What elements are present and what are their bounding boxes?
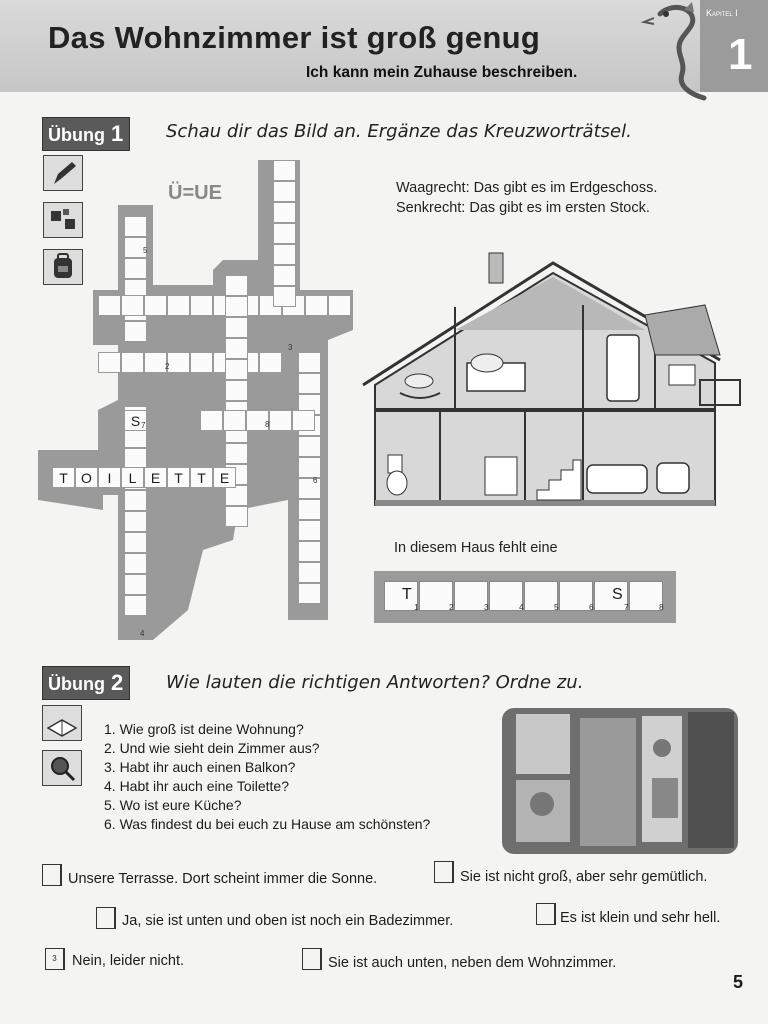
crossword-cell[interactable] <box>98 295 121 316</box>
crossword-cell[interactable] <box>190 352 213 373</box>
crossword-cell[interactable] <box>144 295 167 316</box>
crossword-cell[interactable] <box>273 265 296 286</box>
book-icon <box>42 705 82 741</box>
question: 2. Und wie sieht dein Zimmer aus? <box>104 740 320 756</box>
question: 4. Habt ihr auch eine Toilette? <box>104 778 289 794</box>
clue-number: 4 <box>140 629 145 638</box>
answer-box-number: 6 <box>589 602 594 612</box>
crossword-cell[interactable] <box>124 595 147 616</box>
clue-number: 8 <box>265 420 270 429</box>
clue-number: 2 <box>165 362 170 371</box>
answer-box[interactable] <box>454 581 488 611</box>
crossword-cell[interactable] <box>167 352 190 373</box>
clue-number: 6 <box>313 476 318 485</box>
answer-checkbox[interactable] <box>536 903 556 925</box>
crossword-cell[interactable] <box>124 532 147 553</box>
umlaut-hint: Ü=UE <box>168 182 222 204</box>
answer-text: Es ist klein und sehr hell. <box>560 910 721 926</box>
answer-text: Sie ist nicht groß, aber sehr gemütlich. <box>460 869 708 885</box>
crossword-cell[interactable] <box>225 359 248 380</box>
crossword-cell[interactable] <box>225 485 248 506</box>
answer-checkbox[interactable]: 3 <box>45 948 65 970</box>
question: 6. Was findest du bei euch zu Hause am schönsten? <box>104 816 431 832</box>
room-photo <box>502 708 738 854</box>
answer-box-number: 7 <box>624 602 629 612</box>
crossword-cell[interactable] <box>298 583 321 604</box>
crossword-cell[interactable] <box>298 352 321 373</box>
crossword-letter-cell: S <box>124 410 147 431</box>
crossword-cell[interactable] <box>298 499 321 520</box>
answer-box[interactable] <box>384 581 418 611</box>
crossword-letter-cell: E <box>213 467 236 488</box>
crossword-cell[interactable] <box>200 410 223 431</box>
exercise-1-label: Übung 1 <box>42 117 130 151</box>
crossword-cell[interactable] <box>273 202 296 223</box>
answer-box[interactable] <box>419 581 453 611</box>
crossword-cell[interactable] <box>223 410 246 431</box>
crossword-cell[interactable] <box>298 436 321 457</box>
crossword-cell[interactable] <box>273 223 296 244</box>
crossword-letter-cell: T <box>167 467 190 488</box>
answer-checkbox[interactable] <box>96 907 116 929</box>
crossword-cell[interactable] <box>124 511 147 532</box>
crossword-letter-cell: E <box>144 467 167 488</box>
exercise-2-label: Übung 2 <box>42 666 130 700</box>
crossword-cell[interactable] <box>144 352 170 373</box>
answer-checkbox[interactable] <box>302 948 322 970</box>
crossword-letter-cell: T <box>52 467 75 488</box>
answer-box-number: 2 <box>449 602 454 612</box>
answer-checkbox[interactable] <box>434 861 454 883</box>
crossword-cell[interactable] <box>190 295 213 316</box>
answer-box[interactable] <box>524 581 558 611</box>
hint-across: Waagrecht: Das gibt es im Erdgeschoss. <box>396 180 658 196</box>
answer-box-number: 8 <box>659 602 664 612</box>
crossword-cell[interactable] <box>124 574 147 595</box>
exercise-2-instruction: Wie lauten die richtigen Antworten? Ordne zu. <box>166 672 584 693</box>
crossword-cell[interactable] <box>98 352 121 373</box>
crossword-cell[interactable] <box>298 541 321 562</box>
crossword-letter-cell: O <box>75 467 98 488</box>
crossword-cell[interactable] <box>124 490 147 511</box>
crossword-cell[interactable] <box>225 443 248 464</box>
answer-box[interactable] <box>489 581 523 611</box>
dragon-mascot-icon <box>640 2 730 102</box>
crossword-cell[interactable] <box>124 553 147 574</box>
crossword-cell[interactable] <box>124 448 147 469</box>
answer-text: Unsere Terrasse. Dort scheint immer die Sonne. <box>68 871 378 887</box>
answer-letter: S <box>612 586 623 603</box>
page-subtitle: Ich kann mein Zuhause beschreiben. <box>306 64 578 81</box>
crossword-cell[interactable] <box>259 352 282 373</box>
answer-box[interactable] <box>559 581 593 611</box>
page-number: 5 <box>733 972 744 992</box>
crossword-cell[interactable] <box>124 216 147 237</box>
crossword-cell[interactable] <box>298 373 321 394</box>
crossword-cell[interactable] <box>225 506 248 527</box>
answer-box-number: 5 <box>554 602 559 612</box>
answer-text: Sie ist auch unten, neben dem Wohnzimmer. <box>328 955 617 971</box>
answer-text: Ja, sie ist unten und oben ist noch ein Badezimmer. <box>122 913 454 929</box>
question: 5. Wo ist eure Küche? <box>104 797 242 813</box>
clue-number: 7 <box>141 421 146 430</box>
crossword-letter-cell: L <box>121 467 144 488</box>
answer-box-number: 1 <box>414 602 419 612</box>
crossword-cell[interactable] <box>124 258 147 279</box>
crossword-cell[interactable] <box>273 286 296 307</box>
crossword-cell[interactable] <box>225 380 248 401</box>
answer-checkbox[interactable] <box>42 864 62 886</box>
hint-down: Senkrecht: Das gibt es im ersten Stock. <box>396 200 650 216</box>
crossword-cell[interactable] <box>305 295 328 316</box>
clue-number: 3 <box>288 343 293 352</box>
crossword-cell[interactable] <box>273 160 296 181</box>
answer-letter: T <box>402 586 412 603</box>
crossword-letter-cell: T <box>190 467 213 488</box>
crossword-cell[interactable] <box>298 562 321 583</box>
answer-box[interactable] <box>629 581 663 611</box>
crossword-cell[interactable] <box>298 457 321 478</box>
magnifier-icon <box>42 750 82 786</box>
crossword-cell[interactable] <box>298 520 321 541</box>
page-title: Das Wohnzimmer ist groß genug <box>48 20 541 55</box>
answer-box[interactable] <box>594 581 628 611</box>
question: 3. Habt ihr auch einen Balkon? <box>104 759 296 775</box>
question: 1. Wie groß ist deine Wohnung? <box>104 721 304 737</box>
crossword-cell[interactable] <box>273 181 296 202</box>
chapter-label: Kapitel I <box>706 8 738 18</box>
chapter-number: 1 <box>728 30 753 79</box>
house-illustration <box>355 245 745 515</box>
crossword-cell[interactable] <box>328 295 351 316</box>
clue-number: 5 <box>143 246 148 255</box>
crossword-cell[interactable] <box>269 410 292 431</box>
crossword-cell[interactable] <box>121 295 144 316</box>
answer-box-number: 4 <box>519 602 524 612</box>
crossword-cell[interactable] <box>292 410 315 431</box>
crossword-cell[interactable] <box>225 296 248 317</box>
crossword-cell[interactable] <box>167 295 190 316</box>
answer-prompt: In diesem Haus fehlt eine <box>394 540 558 556</box>
crossword-cell[interactable] <box>298 478 321 499</box>
answer-text: Nein, leider nicht. <box>72 953 185 969</box>
crossword-cell[interactable] <box>124 321 147 342</box>
crossword-cell[interactable] <box>273 244 296 265</box>
crossword-letter-cell: I <box>98 467 121 488</box>
answer-box-number: 3 <box>484 602 489 612</box>
crossword-cell[interactable] <box>225 317 248 338</box>
crossword-cell[interactable] <box>121 352 144 373</box>
crossword-cell[interactable] <box>225 338 248 359</box>
exercise-1-instruction: Schau dir das Bild an. Ergänze das Kreuzworträtsel. <box>166 121 632 142</box>
crossword-cell[interactable] <box>225 275 248 296</box>
